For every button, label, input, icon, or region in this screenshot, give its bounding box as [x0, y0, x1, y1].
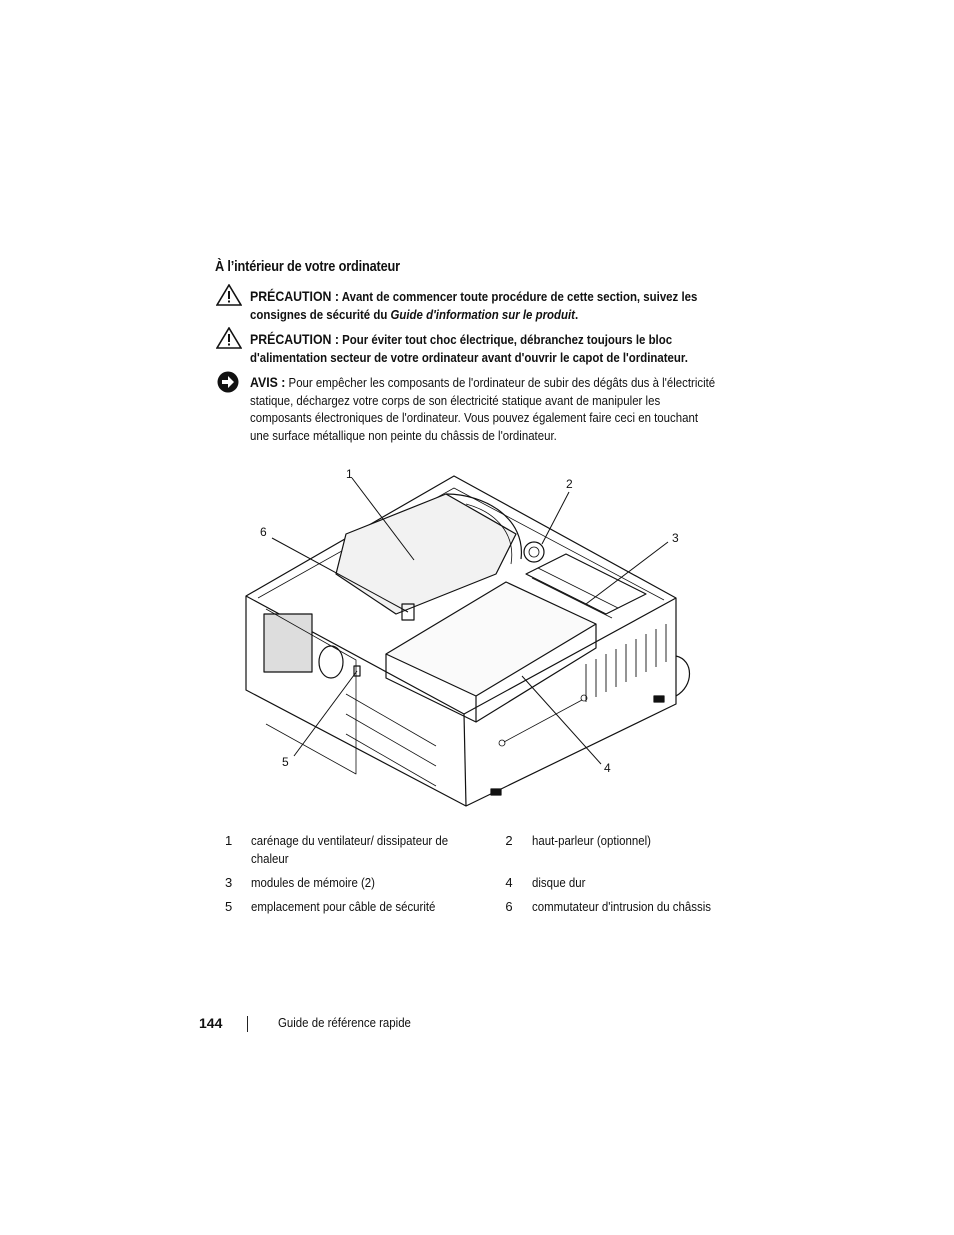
caution-triangle-icon	[216, 284, 242, 306]
page-number: 144	[199, 1015, 223, 1031]
back-panel-plate	[264, 614, 312, 672]
side-vents	[586, 624, 666, 702]
callout-6: 6	[260, 525, 267, 539]
callout-4: 4	[604, 761, 611, 775]
legend-row: 5 emplacement pour câble de sécurité 6 commutateur d'intrusion du châssis	[225, 899, 711, 914]
footer-separator	[247, 1016, 248, 1032]
notice-arrow-icon	[216, 370, 240, 394]
callout-5: 5	[282, 755, 289, 769]
legend-row: 3 modules de mémoire (2) 4 disque dur	[225, 875, 586, 890]
notice-label: AVIS :	[250, 374, 286, 390]
speaker	[524, 542, 544, 562]
callout-2: 2	[566, 477, 573, 491]
section-heading: À l’intérieur de votre ordinateur	[215, 259, 400, 275]
callout-legend	[225, 832, 735, 922]
footer-title: Guide de référence rapide	[278, 1015, 411, 1030]
caution-triangle-icon	[216, 327, 242, 349]
legend-row: 1 carénage du ventilateur/ dissipateur de chaleur 2 haut-parleur (optionnel)	[225, 833, 651, 866]
notice-label: PRÉCAUTION :	[250, 331, 339, 347]
computer-interior-illustration	[236, 464, 696, 814]
notice-label: PRÉCAUTION :	[250, 288, 339, 304]
callout-1: 1	[346, 467, 353, 481]
callout-3: 3	[672, 531, 679, 545]
